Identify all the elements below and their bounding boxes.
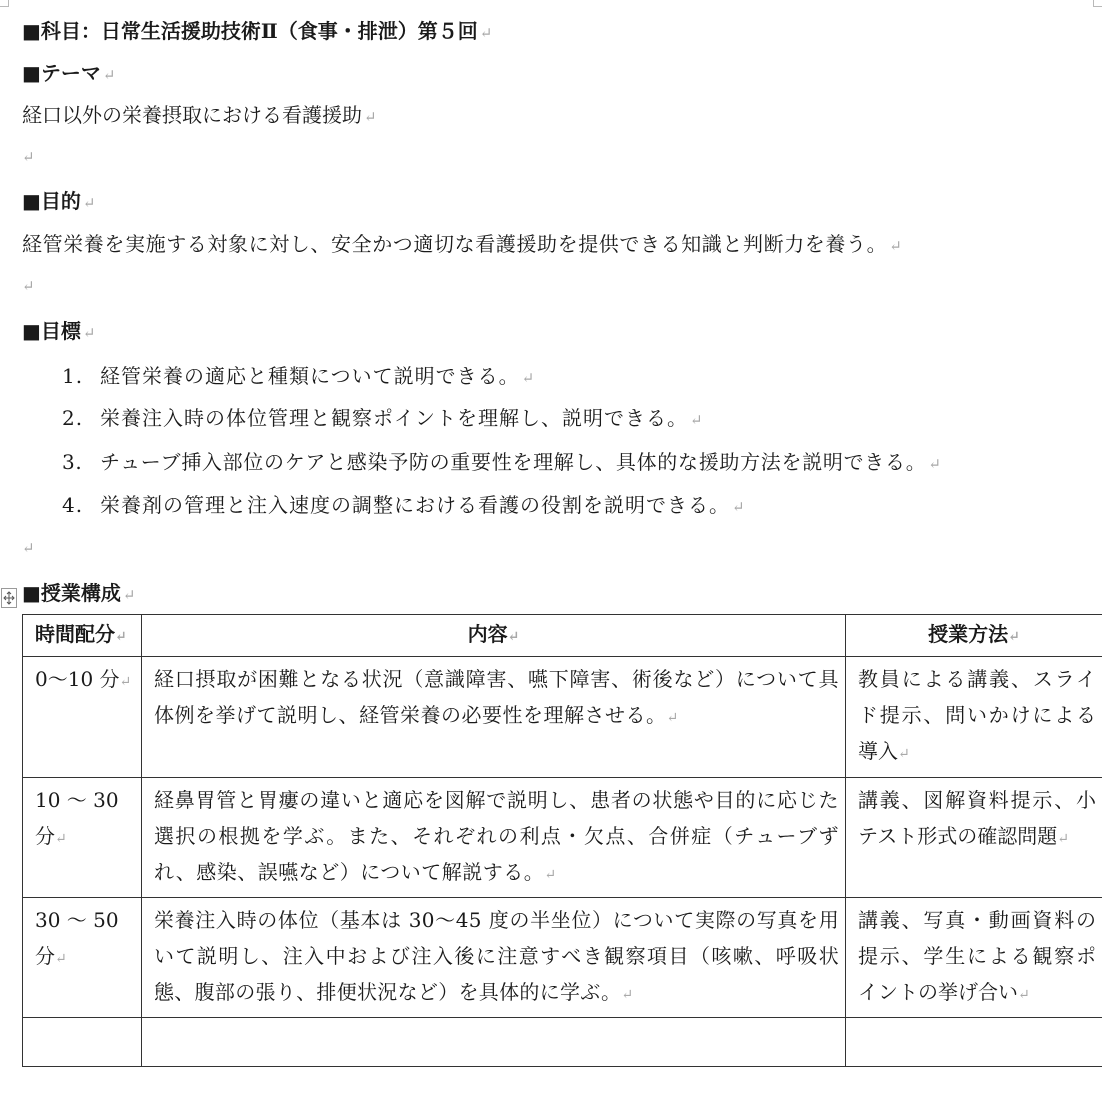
method-cell[interactable] (846, 657, 1102, 778)
content-text: 経鼻胃管と胃瘻の違いと適応を図解で説明し、患者の状態や目的に応じた選択の根拠を学ぶ。また、それぞれの利点・欠点、合併症（チューブずれ、感染、誤嚥など）について解説する。 (154, 788, 839, 884)
method-text: 講義、写真・動画資料の提示、学生による観察ポイントの挙げ合い (858, 908, 1096, 1004)
header-label: 内容 (467, 622, 508, 646)
cell-end-mark: ↵ (898, 746, 910, 762)
table-move-handle-icon[interactable] (1, 588, 17, 608)
cell-end-mark: ↵ (666, 710, 679, 726)
cell-end-mark: ↵ (115, 629, 127, 645)
list-number: 3. (62, 450, 83, 474)
table-header-row (23, 615, 1102, 657)
cell-end-mark: ↵ (1008, 629, 1020, 645)
purpose-heading-text: ■目的 (22, 189, 81, 213)
time-cell[interactable] (23, 778, 142, 898)
content-cell[interactable] (142, 1018, 846, 1067)
goal-text: 栄養注入時の体位管理と観察ポイントを理解し、説明できる。 (100, 406, 688, 430)
table-row (23, 898, 1102, 1018)
paragraph-mark: ↵ (22, 539, 35, 557)
time-cell[interactable] (23, 1018, 142, 1067)
method-cell[interactable] (846, 1018, 1102, 1067)
content-cell[interactable] (142, 657, 846, 778)
table-row (23, 657, 1102, 778)
cell-end-mark: ↵ (621, 987, 634, 1003)
method-text: 講義、図解資料提示、小テスト形式の確認問題 (858, 788, 1096, 848)
empty-paragraph[interactable] (22, 533, 35, 563)
header-label: 授業方法 (928, 622, 1009, 646)
purpose-text-content: 経管栄養を実施する対象に対し、安全かつ適切な看護援助を提供できる知識と判断力を養う。 (22, 232, 888, 256)
schedule-table (22, 614, 1102, 1067)
theme-heading (22, 58, 115, 90)
time-text: 30 〜 50 分 (35, 908, 119, 968)
cell-end-mark: ↵ (55, 831, 67, 847)
structure-heading-text: ■授業構成 (22, 581, 121, 605)
paragraph-mark: ↵ (22, 277, 35, 295)
paragraph-mark: ↵ (479, 24, 493, 42)
method-cell[interactable] (846, 778, 1102, 898)
structure-heading (22, 578, 135, 610)
goals-heading-text: ■目標 (22, 319, 81, 343)
subject-heading-text: ■科目：日常生活援助技術Ⅱ（食事・排泄）第５回 (22, 19, 478, 43)
paragraph-mark: ↵ (82, 324, 96, 342)
cell-end-mark: ↵ (544, 867, 557, 883)
cell-end-mark: ↵ (1018, 987, 1030, 1003)
goal-text: 栄養剤の管理と注入速度の調整における看護の役割を説明できる。 (100, 493, 730, 517)
paragraph-mark: ↵ (82, 194, 96, 212)
content-text: 経口摂取が困難となる状況（意識障害、嚥下障害、術後など）について具体例を挙げて説明し、経管栄養の必要性を理解させる。 (154, 667, 839, 727)
cell-end-mark: ↵ (55, 951, 67, 967)
empty-paragraph[interactable] (22, 271, 35, 301)
time-text: 10 〜 30 分 (35, 788, 119, 848)
time-cell[interactable] (23, 657, 142, 778)
purpose-text[interactable] (22, 229, 902, 261)
goal-list-item[interactable] (62, 403, 704, 435)
header-cell-method[interactable] (846, 615, 1102, 657)
time-text: 0〜10 分 (35, 667, 120, 691)
theme-heading-text: ■テーマ (22, 61, 101, 85)
paragraph-mark: ↵ (889, 237, 903, 255)
header-cell-content[interactable] (142, 615, 846, 657)
theme-text[interactable] (22, 100, 377, 132)
goal-list-item[interactable] (62, 361, 535, 393)
cell-end-mark: ↵ (507, 629, 520, 645)
paragraph-mark: ↵ (928, 455, 942, 473)
header-cell-time[interactable] (23, 615, 142, 657)
theme-text-content: 経口以外の栄養摂取における看護援助 (22, 103, 362, 127)
table-row (23, 778, 1102, 898)
paragraph-mark: ↵ (122, 586, 136, 604)
paragraph-mark: ↵ (732, 498, 746, 516)
paragraph-mark: ↵ (102, 66, 116, 84)
paragraph-mark: ↵ (22, 148, 35, 166)
goal-list-item[interactable] (62, 490, 746, 522)
content-text: 栄養注入時の体位（基本は 30〜45 度の半坐位）について実際の写真を用いて説明し、注入中および注入後に注意すべき観察項目（咳嗽、呼吸状態、腹部の張り、排便状況など）を具体的に学ぶ。 (154, 908, 839, 1004)
paragraph-mark: ↵ (521, 369, 536, 387)
method-text: 教員による講義、スライド提示、問いかけによる導入 (858, 667, 1096, 763)
goal-text: チューブ挿入部位のケアと感染予防の重要性を理解し、具体的な援助方法を説明できる。 (100, 450, 927, 474)
table-row (23, 1018, 1102, 1067)
content-cell[interactable] (142, 778, 846, 898)
subject-heading (22, 16, 492, 48)
list-number: 2. (62, 406, 84, 430)
header-label: 時間配分 (35, 622, 115, 646)
page-corner-marker (1093, 0, 1102, 7)
paragraph-mark: ↵ (690, 411, 704, 429)
goals-heading (22, 316, 95, 348)
goal-text: 経管栄養の適応と種類について説明できる。 (100, 364, 520, 388)
list-number: 4. (62, 493, 84, 517)
cell-end-mark: ↵ (119, 674, 132, 690)
cell-end-mark: ↵ (1057, 831, 1069, 847)
paragraph-mark: ↵ (364, 108, 377, 126)
goal-list-item[interactable] (62, 447, 942, 479)
page-corner-marker (0, 0, 9, 7)
content-cell[interactable] (142, 898, 846, 1018)
empty-paragraph[interactable] (22, 142, 35, 172)
list-number: 1. (62, 364, 84, 388)
purpose-heading (22, 186, 95, 218)
method-cell[interactable] (846, 898, 1102, 1018)
time-cell[interactable] (23, 898, 142, 1018)
